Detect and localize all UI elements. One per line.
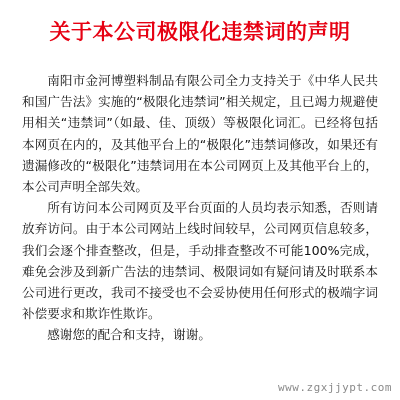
statement-body [22, 70, 378, 346]
site-watermark: www.zgxjjypt.com [278, 381, 392, 394]
statement-paragraph-1: 南阳市金河博塑料制品有限公司全力支持关于《中华人民共和国广告法》实施的“极限化违禁词”相关规定，且已竭力规避使用相关“违禁词”（如最、佳、顶级）等极限化词汇。已经将包括本网页在内的，及其他平台上的“极限化”违禁词修改，如果还有遗漏修改的“极限化”违禁词用在本公司网页上及其他平台上的，本公司声明全部失效。 [22, 73, 378, 195]
statement-title: 关于本公司极限化违禁词的声明 [49, 20, 351, 44]
statement-paragraph-3: 感谢您的配合和支持，谢谢。 [47, 327, 211, 343]
statement-paragraph-2: 所有访问本公司网页及平台页面的人员均表示知悉，否则请放弃访问。由于本公司网站上线时间较早，公司网页信息较多，我们会逐个排查整改，但是，手动排查整改不可能100%完成，难免会涉及到新广告法的违禁词、极限词如有疑问请及时联系本公司进行更改，我司不接受也不会妥协使用任何形式的极端字词补偿要求和欺诈性欺诈。 [22, 200, 378, 322]
